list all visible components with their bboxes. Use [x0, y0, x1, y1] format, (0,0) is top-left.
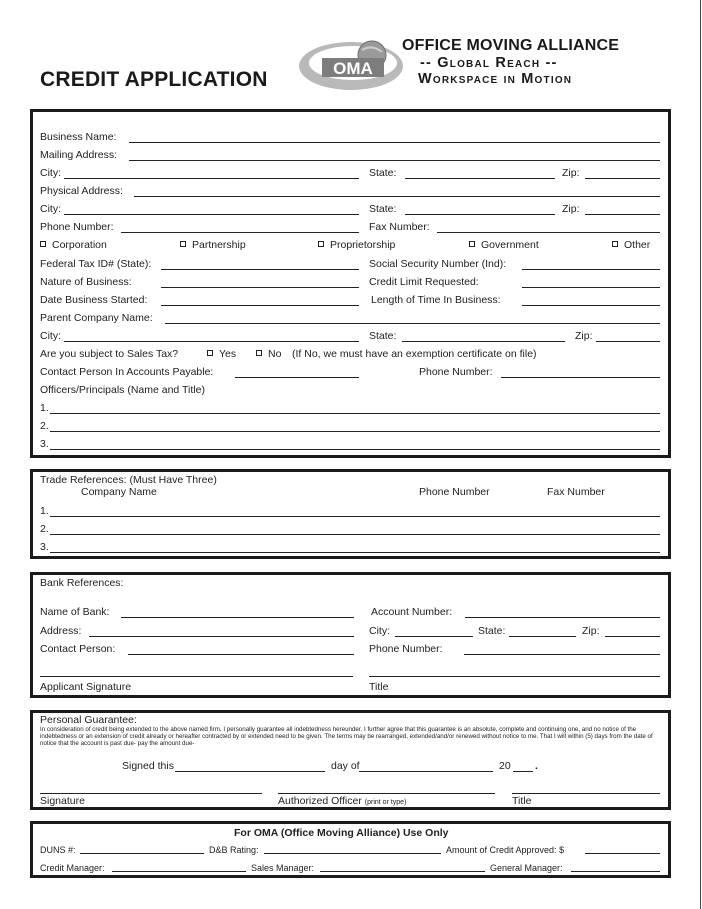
- zip-label: Zip:: [562, 167, 580, 179]
- checkbox-icon: [40, 241, 46, 247]
- phone-field[interactable]: [121, 232, 359, 233]
- phone-label: Phone Number:: [40, 221, 114, 233]
- duns-label: DUNS #:: [40, 845, 76, 855]
- guarantee-heading: Personal Guarantee:: [40, 714, 137, 726]
- brand-name: OFFICE MOVING ALLIANCE: [402, 37, 620, 54]
- trade-ref-number: 1.: [40, 505, 49, 517]
- bank-state-label: State:: [478, 625, 506, 637]
- trade-ref-field-1[interactable]: [50, 516, 660, 517]
- state-label: State:: [369, 330, 397, 342]
- zip-label: Zip:: [562, 203, 580, 215]
- year-label: 20: [499, 760, 511, 772]
- nature-of-business-label: Nature of Business:: [40, 276, 132, 288]
- sales-tax-note: (If No, we must have an exemption certificate on file): [292, 348, 537, 360]
- applicant-title-field[interactable]: [369, 676, 660, 677]
- parent-company-label: Parent Company Name:: [40, 312, 153, 324]
- city-field[interactable]: [64, 341, 359, 342]
- db-rating-field[interactable]: [264, 853, 441, 854]
- officers-label: Officers/Principals (Name and Title): [40, 384, 205, 396]
- page-edge: [700, 0, 701, 909]
- city-field[interactable]: [64, 178, 359, 179]
- trade-references-heading: Trade References: (Must Have Three): [40, 474, 217, 486]
- zip-label: Zip:: [575, 330, 593, 342]
- fax-label: Fax Number:: [369, 221, 430, 233]
- other-checkbox[interactable]: Other: [612, 239, 650, 251]
- trade-ref-field-2[interactable]: [50, 534, 660, 535]
- company-name-header: Company Name: [81, 486, 157, 498]
- phone-number-header: Phone Number: [419, 486, 490, 498]
- year-period: .: [535, 760, 538, 772]
- state-label: State:: [369, 203, 397, 215]
- nature-of-business-field[interactable]: [161, 287, 359, 288]
- officer-number: 3.: [40, 438, 49, 450]
- officer-field-1[interactable]: [50, 413, 660, 414]
- checkbox-icon: [612, 241, 618, 247]
- partnership-checkbox[interactable]: Partnership: [180, 239, 246, 251]
- guarantee-signature-field[interactable]: [40, 793, 262, 794]
- proprietorship-checkbox[interactable]: Proprietorship: [318, 239, 395, 251]
- checkbox-icon: [318, 241, 324, 247]
- ssn-label: Social Security Number (Ind):: [369, 258, 507, 270]
- state-field[interactable]: [402, 341, 565, 342]
- signed-year-field[interactable]: [513, 771, 533, 772]
- bank-address-field[interactable]: [89, 636, 354, 637]
- general-manager-field[interactable]: [571, 871, 660, 872]
- parent-company-field[interactable]: [165, 323, 660, 324]
- ap-phone-field[interactable]: [501, 377, 660, 378]
- page-title: CREDIT APPLICATION: [40, 68, 268, 91]
- signed-this-label: Signed this: [122, 760, 174, 772]
- general-manager-label: General Manager:: [490, 863, 563, 873]
- fax-number-header: Fax Number: [547, 486, 605, 498]
- credit-limit-label: Credit Limit Requested:: [369, 276, 479, 288]
- signed-day-field[interactable]: [175, 771, 325, 772]
- signed-month-field[interactable]: [359, 771, 493, 772]
- officer-field-2[interactable]: [50, 431, 660, 432]
- mailing-address-label: Mailing Address:: [40, 149, 118, 161]
- sales-tax-no-checkbox[interactable]: No: [256, 348, 281, 360]
- trade-ref-number: 3.: [40, 541, 49, 553]
- guarantee-signature-label: Signature: [40, 795, 85, 807]
- checkbox-icon: [256, 350, 262, 356]
- bank-phone-field[interactable]: [464, 654, 660, 655]
- checkbox-icon: [207, 350, 213, 356]
- bank-zip-label: Zip:: [582, 625, 600, 637]
- contact-ap-field[interactable]: [235, 377, 359, 378]
- zip-field[interactable]: [585, 178, 660, 179]
- business-name-field[interactable]: [129, 142, 660, 143]
- government-checkbox[interactable]: Government: [469, 239, 539, 251]
- guarantee-title-field[interactable]: [512, 793, 660, 794]
- officer-field-3[interactable]: [50, 449, 660, 450]
- bank-name-field[interactable]: [121, 617, 354, 618]
- physical-address-label: Physical Address:: [40, 185, 123, 197]
- mailing-address-field[interactable]: [129, 160, 660, 161]
- credit-manager-field[interactable]: [112, 871, 246, 872]
- bank-references-section: [30, 572, 671, 698]
- svg-text:OMA: OMA: [333, 59, 373, 78]
- federal-tax-field[interactable]: [161, 269, 359, 270]
- city-label: City:: [40, 167, 61, 179]
- checkbox-icon: [469, 241, 475, 247]
- date-started-field[interactable]: [161, 305, 359, 306]
- account-number-label: Account Number:: [371, 606, 453, 618]
- federal-tax-label: Federal Tax ID# (State):: [40, 258, 152, 270]
- office-use-heading: For OMA (Office Moving Alliance) Use Only: [234, 827, 449, 839]
- brand-tagline-2: Workspace in Motion: [418, 71, 573, 87]
- city-label: City:: [40, 203, 61, 215]
- length-time-field[interactable]: [522, 305, 660, 306]
- ssn-field[interactable]: [522, 269, 660, 270]
- trade-ref-number: 2.: [40, 523, 49, 535]
- bank-city-label: City:: [369, 625, 390, 637]
- bank-name-label: Name of Bank:: [40, 606, 110, 618]
- zip-field[interactable]: [585, 214, 660, 215]
- bank-zip-field[interactable]: [605, 636, 660, 637]
- date-started-label: Date Business Started:: [40, 294, 148, 306]
- applicant-signature-field[interactable]: [40, 676, 353, 677]
- authorized-officer-label: Authorized Officer (print or type): [278, 795, 407, 807]
- contact-ap-label: Contact Person In Accounts Payable:: [40, 366, 214, 378]
- state-label: State:: [369, 167, 397, 179]
- business-name-label: Business Name:: [40, 131, 117, 143]
- length-time-label: Length of Time In Business:: [371, 294, 501, 306]
- officer-number: 1.: [40, 402, 49, 414]
- duns-field[interactable]: [80, 853, 204, 854]
- ap-phone-label: Phone Number:: [419, 366, 493, 378]
- city-field[interactable]: [64, 214, 359, 215]
- trade-ref-field-3[interactable]: [50, 552, 660, 553]
- credit-manager-label: Credit Manager:: [40, 863, 105, 873]
- state-field[interactable]: [405, 178, 555, 179]
- applicant-title-label: Title: [369, 681, 389, 693]
- sales-tax-question: Are you subject to Sales Tax?: [40, 348, 179, 360]
- city-label: City:: [40, 330, 61, 342]
- day-of-label: day of: [331, 760, 360, 772]
- officer-note: (print or type): [364, 799, 407, 806]
- applicant-signature-label: Applicant Signature: [40, 681, 132, 693]
- bank-state-field[interactable]: [509, 636, 576, 637]
- bank-city-field[interactable]: [395, 636, 473, 637]
- sales-manager-field[interactable]: [320, 871, 485, 872]
- bank-contact-label: Contact Person:: [40, 643, 116, 655]
- credit-approved-label: Amount of Credit Approved: $: [446, 845, 565, 855]
- bank-address-label: Address:: [40, 625, 82, 637]
- bank-references-heading: Bank References:: [40, 577, 124, 589]
- bank-contact-field[interactable]: [128, 654, 354, 655]
- checkbox-icon: [180, 241, 186, 247]
- guarantee-title-label: Title: [512, 795, 532, 807]
- fax-field[interactable]: [437, 232, 660, 233]
- account-number-field[interactable]: [465, 617, 660, 618]
- state-field[interactable]: [405, 214, 555, 215]
- bank-phone-label: Phone Number:: [369, 643, 443, 655]
- brand-tagline-1: -- Global Reach --: [420, 55, 558, 71]
- zip-field[interactable]: [596, 341, 660, 342]
- officer-number: 2.: [40, 420, 49, 432]
- physical-address-field[interactable]: [134, 196, 660, 197]
- authorized-officer-field[interactable]: [278, 793, 495, 794]
- db-rating-label: D&B Rating:: [209, 845, 259, 855]
- oma-logo: [296, 36, 406, 96]
- guarantee-text: In consideration of credit being extended to the above named firm, I personally guarantee all indebtedness hereunder. I further agree that this guarantee is an absolute, complete and continuing one, and no notice of the indebtedness or an extension of credit already or hereafter contracted by or extended need to be given. The terms may be rearranged, extended/and/or renewed without notice to me. That I will within (5) days from the date of notice that the account is past due- pay the amount due-: [40, 726, 653, 748]
- credit-limit-field[interactable]: [522, 287, 660, 288]
- sales-tax-yes-checkbox[interactable]: Yes: [207, 348, 236, 360]
- sales-manager-label: Sales Manager:: [251, 863, 315, 873]
- corporation-checkbox[interactable]: Corporation: [40, 239, 107, 251]
- credit-approved-field[interactable]: [585, 853, 660, 854]
